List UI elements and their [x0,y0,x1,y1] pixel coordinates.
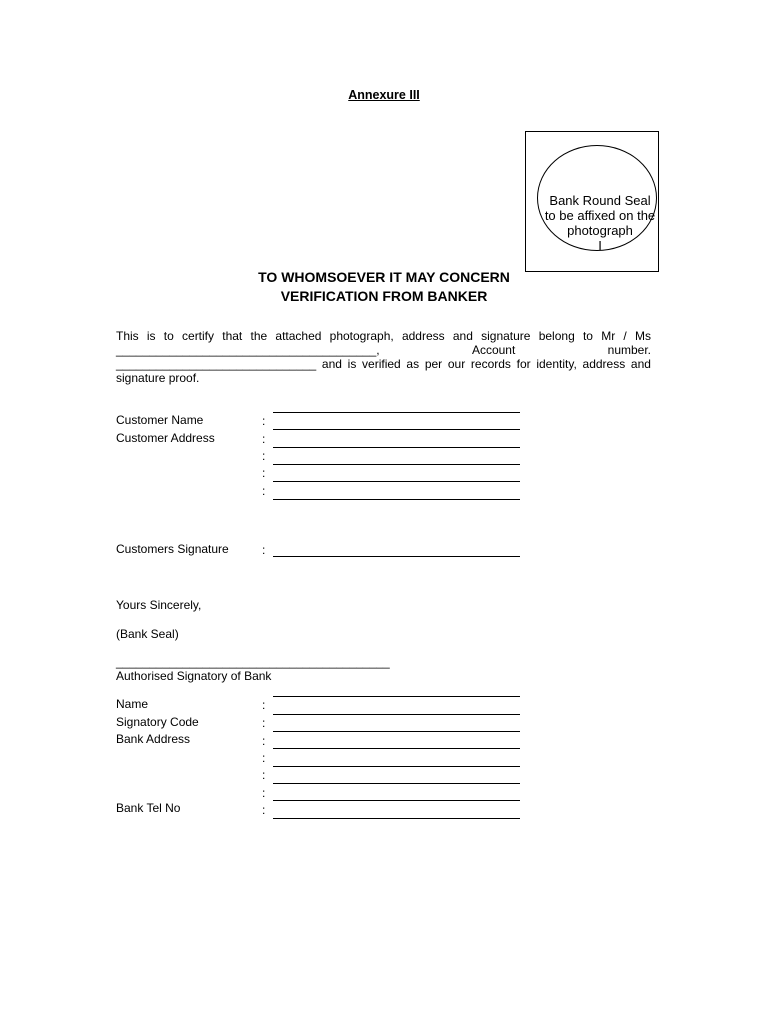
certificate-word: is [347,357,357,371]
colon: : [262,751,266,765]
certificate-word: address [582,357,626,371]
certificate-word: attached [275,329,322,343]
certificate-word: that [222,329,243,343]
customer-name-field[interactable] [273,429,520,430]
certificate-word: identity, [536,357,577,371]
bank-name-label: Name [116,697,149,711]
customer-signature-label: Customers Signature [116,542,229,556]
certificate-word: records [470,357,511,371]
certificate-word: and [321,357,342,371]
bank-address-field-1[interactable] [273,748,520,749]
certificate-word: signature [481,329,531,343]
certificate-line-3 [116,357,651,371]
certificate-word: and [452,329,473,343]
customer-signature-field[interactable] [273,556,520,557]
customer-address-field-4[interactable] [273,499,520,500]
colon: : [262,716,266,730]
certificate-word: is [146,329,156,343]
bank-address-field-2[interactable] [273,766,520,767]
certificate-line-4: signature proof. [116,371,200,385]
colon: : [262,466,266,480]
colon: : [262,449,266,463]
heading-to-whomsoever: TO WHOMSOEVER IT MAY CONCERN [258,269,510,285]
colon: : [262,698,266,712]
certificate-word: as [406,357,420,371]
signatory-code-field[interactable] [273,731,520,732]
colon: : [262,786,266,800]
certificate-word: certify [182,329,215,343]
heading-verification: VERIFICATION FROM BANKER [280,288,488,304]
seal-text-line-4: I [598,238,602,253]
bank-address-label: Bank Address [116,732,191,746]
colon: : [262,803,266,817]
colon: : [262,432,266,446]
authorised-signatory-label: Authorised Signatory of Bank [116,669,272,683]
certificate-word: This [116,329,139,343]
colon: : [262,414,266,428]
certificate-word: ______________________________ [116,357,317,371]
customer-name-upper-rule[interactable] [273,412,520,413]
certificate-word: the [250,329,268,343]
annexure-title: Annexure III [348,88,420,102]
colon: : [262,484,266,498]
certificate-word: photograph, [329,329,394,343]
certificate-word: per [424,357,443,371]
colon: : [262,768,266,782]
certificate-word: for [516,357,531,371]
certificate-word: our [447,357,466,371]
customer-address-label: Customer Address [116,431,215,445]
customer-address-field-1[interactable] [273,447,520,448]
certificate-line-1 [116,329,651,343]
certificate-word: address [401,329,445,343]
certificate-word: verified [362,357,401,371]
customer-name-label: Customer Name [116,413,204,427]
certificate-word: to [163,329,174,343]
certificate-word: number. [607,343,651,357]
bank-address-field-3[interactable] [273,783,520,784]
colon: : [262,543,266,557]
certificate-word: to [582,329,593,343]
bank-name-upper-rule[interactable] [273,696,520,697]
bank-tel-label: Bank Tel No [116,801,181,815]
seal-instruction [535,193,665,253]
certificate-word: _______________________________________, [116,343,380,357]
certificate-word: Mr [601,329,616,343]
seal-text-line-3: photograph [567,223,633,238]
seal-text-line-2: to be affixed on the [544,208,656,223]
yours-sincerely: Yours Sincerely, [116,598,202,612]
bank-tel-field[interactable] [273,818,520,819]
signatory-code-label: Signatory Code [116,715,199,729]
bank-name-field[interactable] [273,714,520,715]
customer-address-field-2[interactable] [273,464,520,465]
certificate-word: belong [538,329,575,343]
certificate-word: and [630,357,651,371]
certificate-word: Account [471,343,516,357]
bank-seal-text: (Bank Seal) [116,627,179,641]
customer-address-field-3[interactable] [273,481,520,482]
seal-text-line-1: Bank Round Seal [549,193,651,208]
certificate-word: Ms [634,329,651,343]
certificate-word: / [623,329,627,343]
authorised-signature-line[interactable]: _________________________________________ [116,655,390,669]
colon: : [262,734,266,748]
certificate-line-2 [116,343,651,357]
bank-address-field-4[interactable] [273,800,520,801]
